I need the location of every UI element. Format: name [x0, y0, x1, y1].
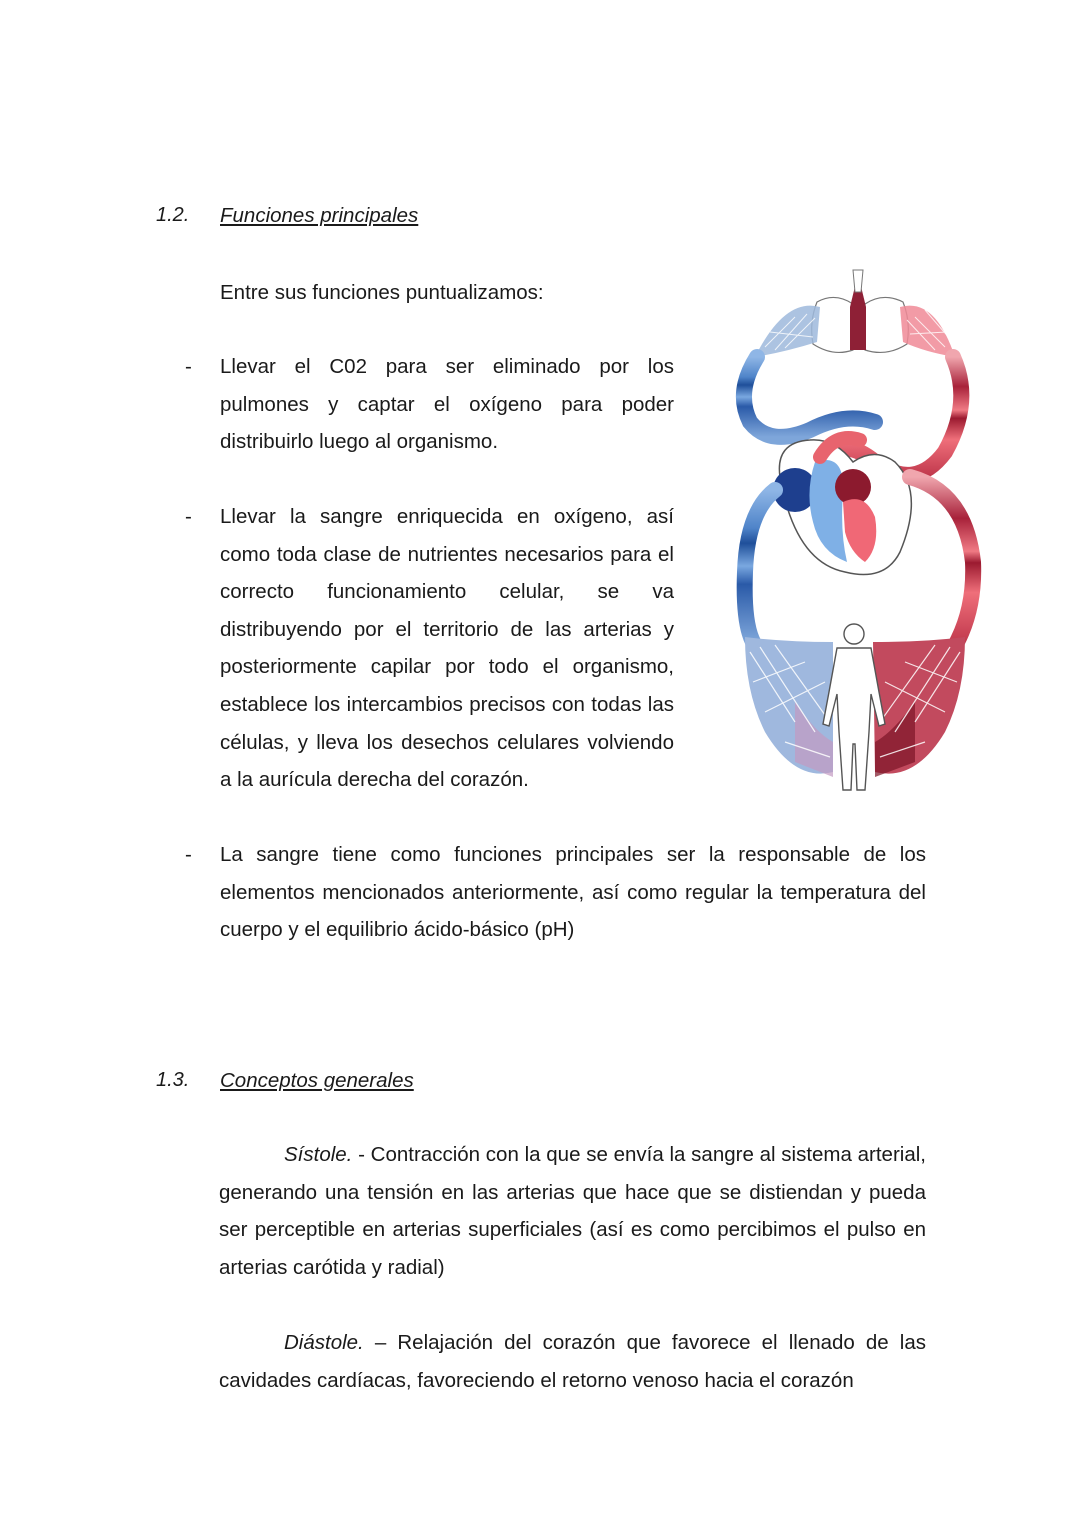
bullet-dash: -: [185, 505, 192, 528]
bullet-dash: -: [185, 843, 192, 866]
bullet-text: La sangre tiene como funciones principales ser la responsable de los elementos mencionados anteriormente, así como regular la temperatura del cuerpo y el equilibrio ácido-básico (pH): [220, 843, 926, 942]
bullet-text: Llevar la sangre enriquecida en oxígeno, así como toda clase de nutrientes necesarios para el correcto funcionamiento celular, se va distribuyendo por el territorio de las arterias y posteriormente capilar por todo el organismo, establece los intercambios precisos con todas las células, y lleva los desechos celulares volviendo a la aurícula derecha del corazón.: [220, 505, 674, 792]
concept-diastole: [219, 1324, 926, 1399]
circulation-diagram-image: [725, 262, 983, 802]
section-number: 1.3.: [156, 1069, 190, 1091]
concept-definition: Contracción con la que se envía la sangre al sistema arterial, generando una tensión en las arterias que hace que se distiendan y pueda ser perceptible en arterias superficiales (así es como percibimos el pulso en arterias carótida y radial): [219, 1143, 926, 1279]
lungs-shape: [812, 270, 909, 352]
section-number: 1.2.: [156, 204, 190, 226]
concept-separator: -: [352, 1143, 371, 1166]
concept-definition: Relajación del corazón que favorece el llenado de las cavidades cardíacas, favoreciendo el retorno venoso hacia el corazón: [219, 1331, 927, 1392]
concept-term: Diástole.: [284, 1331, 364, 1354]
intro-text: Entre sus funciones puntualizamos:: [220, 281, 544, 304]
section-title: Funciones principales: [220, 204, 419, 227]
concept-systole: [219, 1136, 926, 1286]
bullet-text: Llevar el C02 para ser eliminado por los pulmones y captar el oxígeno para poder distribuirlo luego al organismo.: [220, 355, 674, 454]
heart-shape: [773, 438, 911, 574]
concept-separator: –: [363, 1331, 398, 1354]
bullet-dash: -: [185, 355, 192, 378]
section-title: Conceptos generales: [220, 1069, 414, 1092]
concept-term: Sístole.: [284, 1143, 353, 1166]
